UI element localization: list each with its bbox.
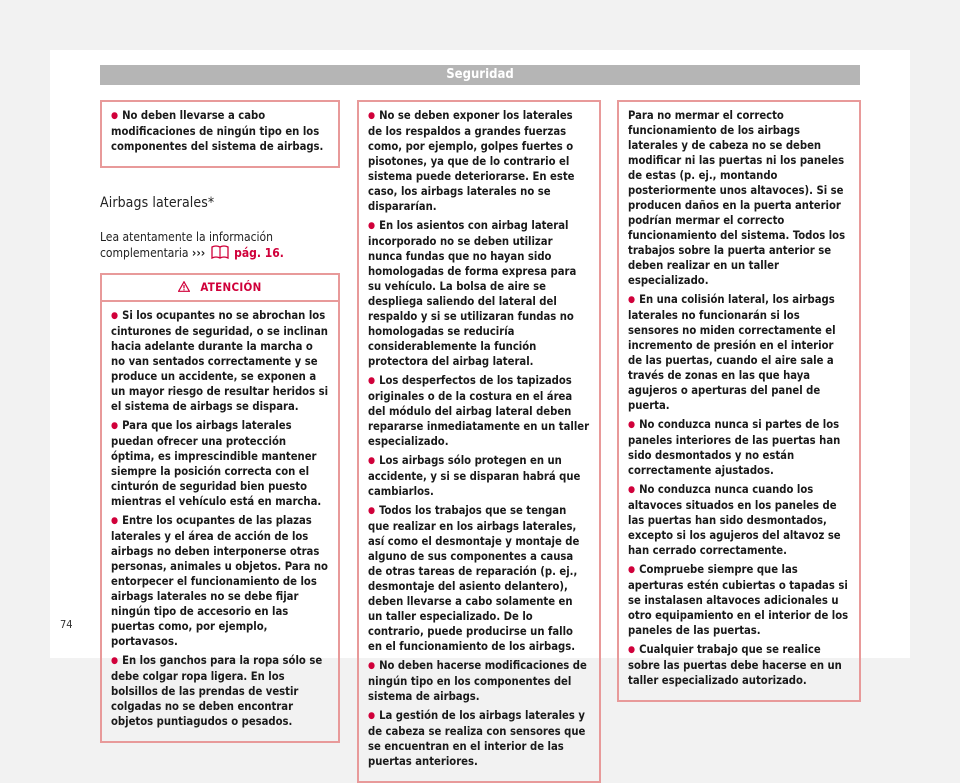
page-reference-link[interactable]: pág. 16. xyxy=(234,246,284,260)
column-left xyxy=(100,100,340,743)
column-right xyxy=(617,100,861,702)
warning-body xyxy=(102,302,338,741)
intro-text xyxy=(100,229,340,263)
list-item: ● Los desperfectos de los tapizados originales o de la costura en el área del módulo del airbag lateral deben repararse inmediatamente en un taller especializado. xyxy=(368,373,590,449)
list-item: ● Los airbags sólo protegen en un accidente, y si se disparan habrá que cambiarlos. xyxy=(368,453,590,499)
list-item: ● Todos los trabajos que se tengan que realizar en los airbags laterales, así como el desmontaje y montaje de alguno de sus componentes a causa de otras tareas de reparación (p. ej., desmontaje del asiento delantero), deben llevarse a cabo solamente en un taller especializado. De lo contrario, puede producirse un fallo en el funcionamiento de los airbags. xyxy=(368,503,590,654)
list-item: ● No se deben exponer los laterales de los respaldos a grandes fuerzas como, por ejemplo, golpes fuertes o pisotones, ya que de lo contrario el sistema puede deteriorarse. En este caso, los airbags laterales no se dispararían. xyxy=(368,108,590,214)
list-item: ● La gestión de los airbags laterales y de cabeza se realiza con sensores que se encuentran en el interior de las puertas anteriores. xyxy=(368,708,590,769)
list-item: ● En una colisión lateral, los airbags laterales no funcionarán si los sensores no miden correctamente el incremento de presión en el interior de las puertas, cuando el aire sale a través de zonas en las que haya agujeros o aperturas del panel de puerta. xyxy=(628,292,850,413)
list-item: ● No deben hacerse modificaciones de ningún tipo en los componentes del sistema de airbags. xyxy=(368,658,590,704)
list-item: ● Cualquier trabajo que se realice sobre las puertas debe hacerse en un taller especializado autorizado. xyxy=(628,642,850,688)
section-header: Seguridad xyxy=(100,65,860,85)
warning-header xyxy=(102,275,338,302)
intro-label: Lea atentamente la información complementaria xyxy=(100,230,274,260)
top-note-box xyxy=(100,100,340,168)
manual-page xyxy=(50,50,910,768)
list-item: ● En los asientos con airbag lateral incorporado no se deben utilizar nunca fundas que no hayan sido homologadas de forma expresa para su vehículo. La bolsa de aire se despliega saliendo del lateral del respaldo y si se utilizaran fundas no homologadas se reduciría considerablemente la función protectora del airbag lateral. xyxy=(368,218,590,369)
warning-item: ● Para que los airbags laterales puedan ofrecer una protección óptima, es imprescindible mantener siempre la posición correcta con el cinturón de seguridad bien puesto mientras el vehículo está en marcha. xyxy=(111,418,329,509)
list-item: ● No conduzca nunca si partes de los paneles interiores de las puertas han sido desmontados y no están correctamente ajustados. xyxy=(628,417,850,478)
warning-item: ● Entre los ocupantes de las plazas laterales y el área de acción de los airbags no deben interponerse otras personas, animales u objetos. Para no entorpecer el funcionamiento de los airbags laterales no se debe fijar ningún tipo de accesorio en las puertas como, por ejemplo, portavasos. xyxy=(111,513,329,649)
warning-box xyxy=(100,273,340,743)
list-item: ● No conduzca nunca cuando los altavoces situados en los paneles de las puertas han sido desmontados, excepto si los agujeros del altavoz se han cerrado correctamente. xyxy=(628,482,850,558)
list-item: ● Compruebe siempre que las aperturas estén cubiertas o tapadas si se instalasen altavoces adicionales u otro equipamiento en el interior de los paneles de las puertas. xyxy=(628,562,850,638)
warning-item: ● En los ganchos para la ropa sólo se debe colgar ropa ligera. En los bolsillos de las prendas de vestir colgadas no se deben encontrar objetos puntiagudos o pesados. xyxy=(111,653,329,729)
note-item: ● No deben llevarse a cabo modificaciones de ningún tipo en los componentes del sistema de airbags. xyxy=(111,108,329,154)
book-icon xyxy=(211,245,229,263)
warning-item: ● Si los ocupantes no se abrochan los cinturones de seguridad, o se inclinan hacia adelante durante la marcha o no van sentados correctamente y se produce un accidente, se exponen a un mayor riesgo de resultar heridos si el sistema de airbags se dispara. xyxy=(111,308,329,414)
column-middle xyxy=(357,100,601,783)
page-number: 74 xyxy=(60,618,73,631)
section-title: Airbags laterales* xyxy=(100,195,215,211)
reference-arrow: ››› xyxy=(191,246,206,260)
warning-icon xyxy=(178,280,200,294)
warning-title: ATENCIÓN xyxy=(200,280,262,294)
paragraph: Para no mermar el correcto funcionamiento de los airbags laterales y de cabeza no se deben modificar ni las puertas ni los paneles de estas (p. ej., montando posteriormente unos altavoces). Si se producen daños en la puerta anterior podrían mermar el correcto funcionamiento del sistema. Todos los trabajos sobre la puerta anterior se deben realizar en un taller especializado. xyxy=(628,109,846,287)
